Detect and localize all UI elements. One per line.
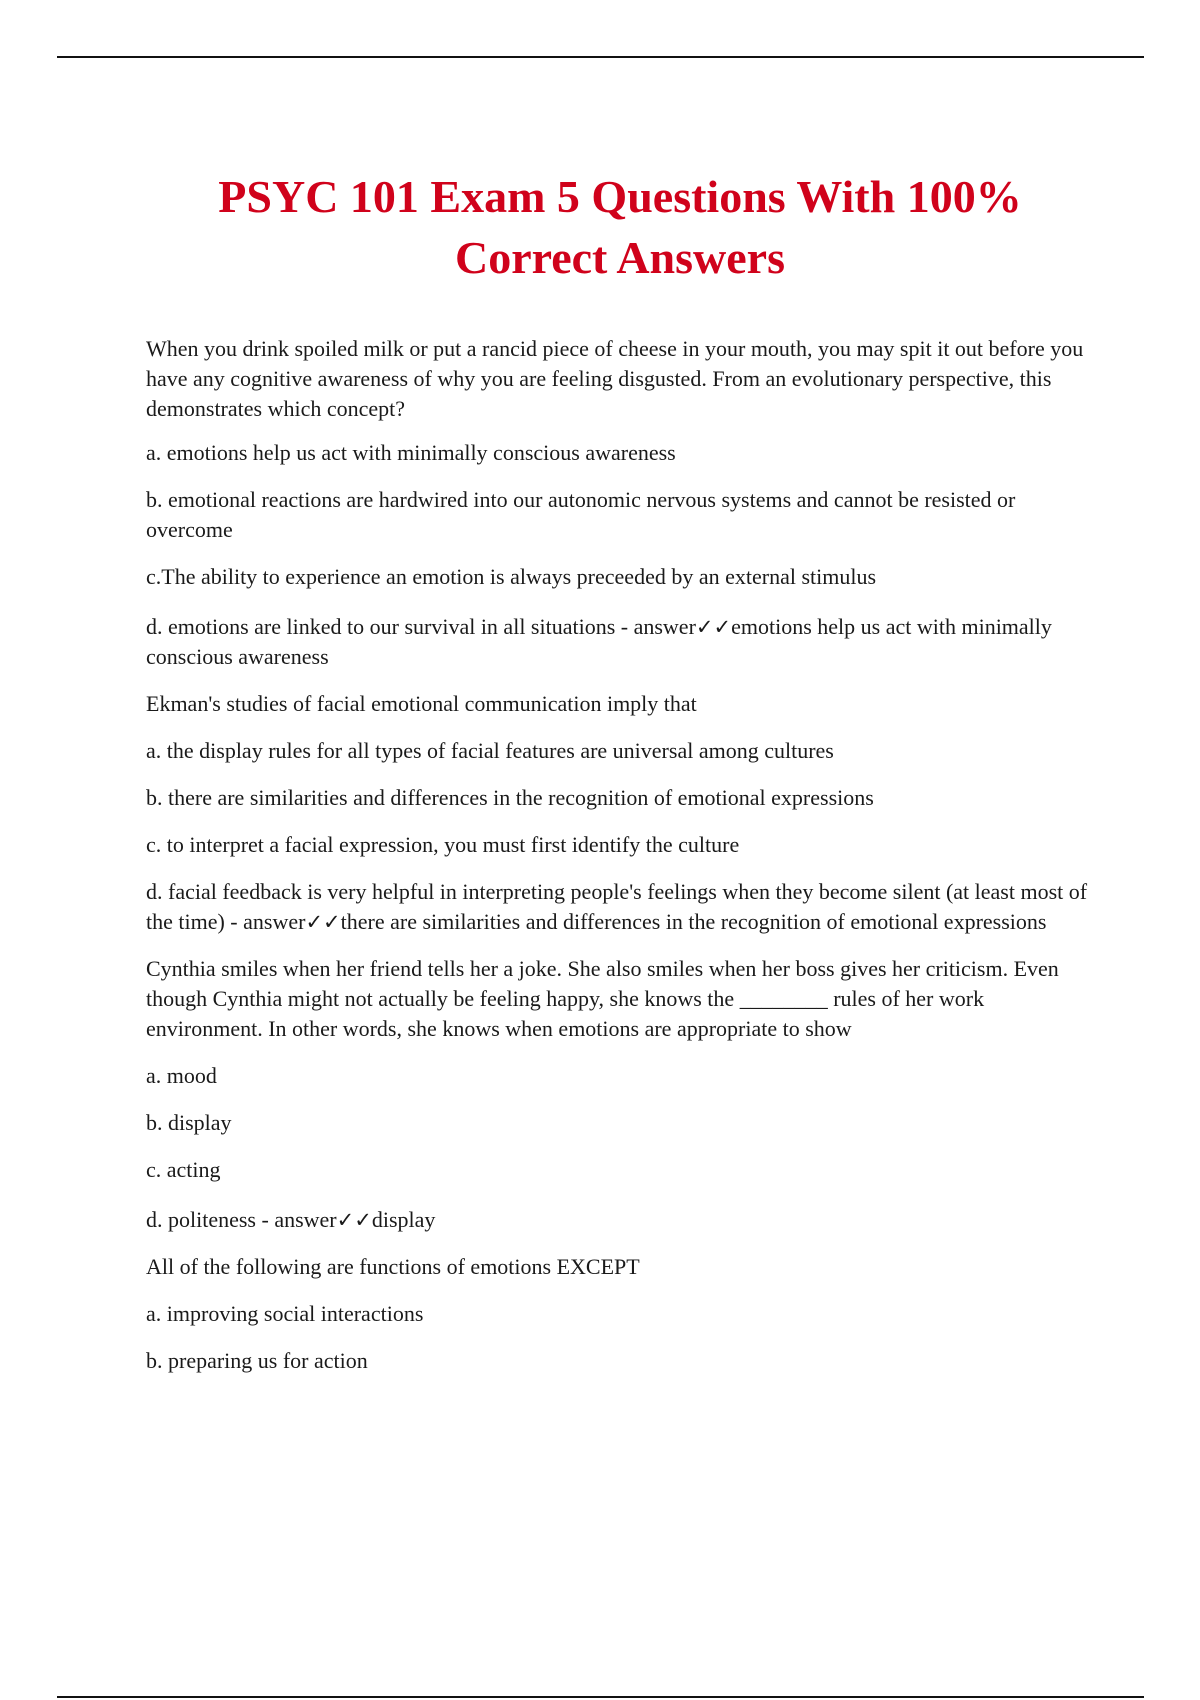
option-d: d. politeness -	[146, 1207, 275, 1232]
option-b: b. emotional reactions are hardwired into our autonomic nervous systems and cannot be resisted or overcome	[146, 487, 1016, 542]
option-d-with-answer	[146, 1205, 1096, 1235]
option-d-with-answer	[146, 612, 1096, 672]
answer-marker: answer	[633, 614, 696, 639]
option-b: b. preparing us for action	[146, 1348, 368, 1373]
bottom-rule	[57, 1696, 1144, 1698]
question-stem: Cynthia smiles when her friend tells her a joke. She also smiles when her boss gives her criticism. Even though Cynthia might not actually be feeling happy, she knows the ________ rules of her work environment. In other words, she knows when emotions are appropriate to show	[146, 956, 1059, 1041]
option-d-with-answer	[146, 877, 1096, 937]
option-a: a. emotions help us act with minimally conscious awareness	[146, 440, 676, 465]
option-d: d. facial feedback is very helpful in interpreting people's feelings when they become silent (at least most of the time) -	[146, 879, 1088, 934]
option-a: a. improving social interactions	[146, 1301, 424, 1326]
answer-marker: answer	[243, 909, 306, 934]
option-a: a. mood	[146, 1063, 217, 1088]
document-title	[100, 166, 1140, 288]
answer-text: display	[371, 1207, 436, 1232]
document-body	[146, 334, 1096, 1376]
question-stem: All of the following are functions of emotions EXCEPT	[146, 1254, 640, 1279]
option-c: c.The ability to experience an emotion is always preceeded by an external stimulus	[146, 564, 877, 589]
checkmark-icon: ✓✓	[305, 910, 341, 934]
option-a: a. the display rules for all types of facial features are universal among cultures	[146, 738, 834, 763]
question-stem: Ekman's studies of facial emotional communication imply that	[146, 691, 697, 716]
answer-marker: answer	[274, 1207, 337, 1232]
checkmark-icon: ✓✓	[695, 615, 732, 639]
option-d: d. emotions are linked to our survival in all situations -	[146, 614, 634, 639]
option-b: b. there are similarities and differences in the recognition of emotional expressions	[146, 785, 874, 810]
title-line-2: Correct Answers	[455, 232, 785, 283]
checkmark-icon: ✓✓	[336, 1208, 372, 1232]
option-b: b. display	[146, 1110, 232, 1135]
answer-text: emotions help us act with minimally conscious awareness	[146, 614, 1052, 669]
question-stem: When you drink spoiled milk or put a rancid piece of cheese in your mouth, you may spit it out before you have any cognitive awareness of why you are feeling disgusted. From an evolutionary perspective, this demonstrates which concept?	[146, 336, 1084, 421]
option-c: c. to interpret a facial expression, you must first identify the culture	[146, 832, 740, 857]
option-c: c. acting	[146, 1157, 221, 1182]
top-rule	[57, 56, 1144, 58]
title-line-1: PSYC 101 Exam 5 Questions With 100%	[218, 171, 1022, 222]
answer-text: there are similarities and differences in the recognition of emotional expressions	[340, 909, 1047, 934]
